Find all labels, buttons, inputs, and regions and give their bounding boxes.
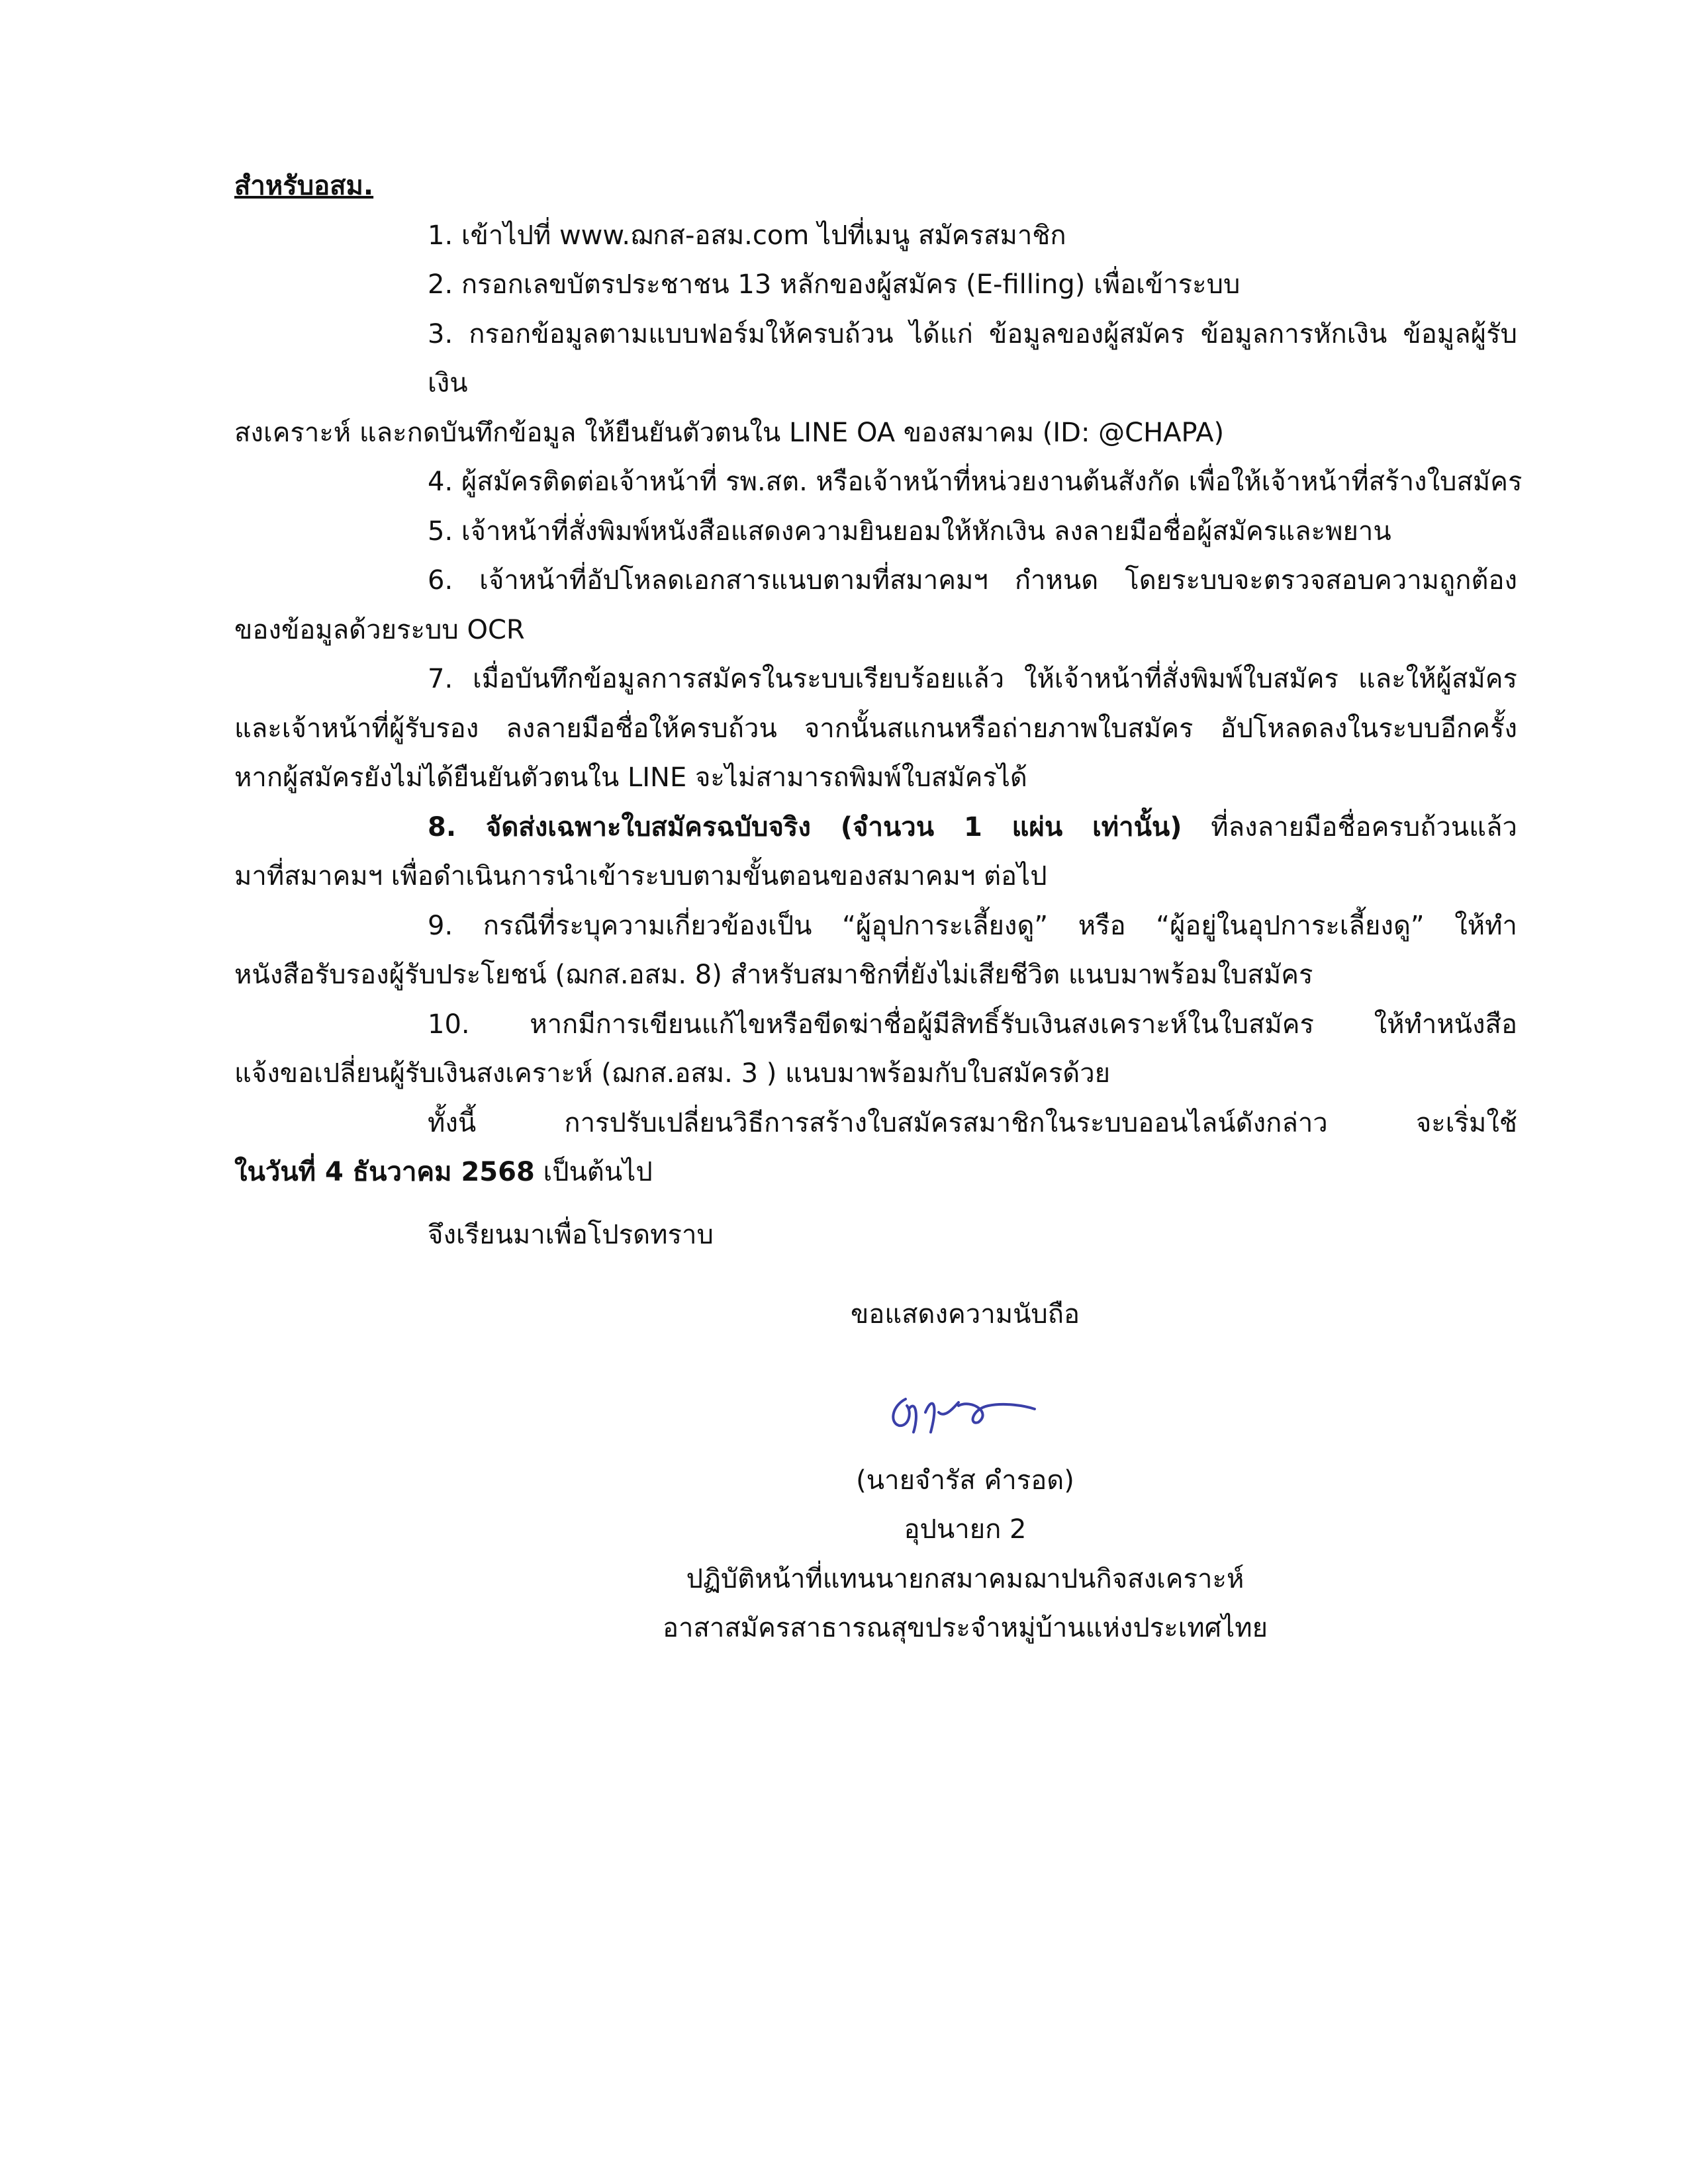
- signature-image: [879, 1386, 1051, 1445]
- step-8-rest: ที่ลงลายมือชื่อครบถ้วนแล้ว: [1182, 811, 1517, 842]
- step-10-line-2: แจ้งขอเปลี่ยนผู้รับเงินสงเคราะห์ (ฌกส.อสม. 3 ) แนบมาพร้อมกับใบสมัครด้วย: [234, 1058, 1111, 1089]
- signature-area: [234, 1386, 1688, 1452]
- effective-date: ในวันที่ 4 ธันวาคม 2568: [234, 1157, 535, 1187]
- step-8-line-1: [234, 803, 1517, 852]
- step-6-line-1: 6. เจ้าหน้าที่อัปโหลดเอกสารแนบตามที่สมาคมฯ กำหนด โดยระบบจะตรวจสอบความถูกต้อง: [428, 565, 1517, 596]
- step-5: 5. เจ้าหน้าที่สั่งพิมพ์หนังสือแสดงความยินยอมให้หักเงิน ลงลายมือชื่อผู้สมัครและพยาน: [428, 516, 1391, 547]
- closing-line: จึงเรียนมาเพื่อโปรดทราบ: [428, 1219, 714, 1250]
- effective-line-1: ทั้งนี้ การปรับเปลี่ยนวิธีการสร้างใบสมัครสมาชิกในระบบออนไลน์ดังกล่าว จะเริ่มใช้: [428, 1107, 1517, 1138]
- section-heading: สำหรับอสม.: [234, 171, 374, 201]
- step-1: 1. เข้าไปที่ www.ฌกส-อสม.com ไปที่เมนู สมัครสมาชิก: [428, 220, 1066, 251]
- signer-organization: อาสาสมัครสาธารณสุขประจำหมู่บ้านแห่งประเทศไทย: [662, 1613, 1268, 1643]
- step-9-line-1: 9. กรณีที่ระบุความเกี่ยวข้องเป็น “ผู้อุปการะเลี้ยงดู” หรือ “ผู้อยู่ในอุปการะเลี้ยงดู” ให้ทำ: [428, 910, 1517, 941]
- step-9-line-2: หนังสือรับรองผู้รับประโยชน์ (ฌกส.อสม. 8) สำหรับสมาชิกที่ยังไม่เสียชีวิต แนบมาพร้อมใบสมัคร: [234, 960, 1313, 990]
- step-8-emphasis: 8. จัดส่งเฉพาะใบสมัครฉบับจริง (จำนวน 1 แผ่น เท่านั้น): [428, 811, 1182, 842]
- step-6-line-2: ของข้อมูลด้วยระบบ OCR: [234, 614, 525, 645]
- step-2: 2. กรอกเลขบัตรประชาชน 13 หลักของผู้สมัคร (E-filling) เพื่อเข้าระบบ: [428, 269, 1241, 300]
- step-10-line-1: 10. หากมีการเขียนแก้ไขหรือขีดฆ่าชื่อผู้มีสิทธิ์รับเงินสงเคราะห์ในใบสมัคร ให้ทำหนังสือ: [428, 1009, 1517, 1040]
- signer-position: อุปนายก 2: [904, 1514, 1027, 1545]
- step-8-line-2: มาที่สมาคมฯ เพื่อดำเนินการนำเข้าระบบตามขั้นตอนของสมาคมฯ ต่อไป: [234, 861, 1047, 891]
- step-7-line-3: หากผู้สมัครยังไม่ได้ยืนยันตัวตนใน LINE จะไม่สามารถพิมพ์ใบสมัครได้: [234, 762, 1027, 793]
- letter-body: [234, 161, 1523, 1197]
- effective-rest: เป็นต้นไป: [534, 1157, 653, 1187]
- step-7-line-2: และเจ้าหน้าที่ผู้รับรอง ลงลายมือชื่อให้ครบถ้วน จากนั้นสแกนหรือถ่ายภาพใบสมัคร อัปโหลดลงในระบบอีกครั้ง: [234, 713, 1517, 744]
- step-3-line-2: สงเคราะห์ และกดบันทึกข้อมูล ให้ยืนยันตัวตนใน LINE OA ของสมาคม (ID: @CHAPA): [234, 417, 1225, 448]
- regards: ขอแสดงความนับถือ: [850, 1299, 1080, 1330]
- signer-name: (นายจำรัส คำรอด): [856, 1465, 1074, 1496]
- step-4: 4. ผู้สมัครติดต่อเจ้าหน้าที่ รพ.สต. หรือเจ้าหน้าที่หน่วยงานต้นสังกัด เพื่อให้เจ้าหน้าที่สร้างใบสมัคร: [428, 467, 1523, 497]
- step-3-line-1: 3. กรอกข้อมูลตามแบบฟอร์มให้ครบถ้วน ได้แก่ ข้อมูลของผู้สมัคร ข้อมูลการหักเงิน ข้อมูลผู้รับเงิน: [428, 318, 1517, 398]
- effective-line-2: [234, 1148, 1517, 1197]
- step-7-line-1: 7. เมื่อบันทึกข้อมูลการสมัครในระบบเรียบร้อยแล้ว ให้เจ้าหน้าที่สั่งพิมพ์ใบสมัคร และให้ผู้สมัคร: [428, 664, 1517, 694]
- signer-acting-role: ปฏิบัติหน้าที่แทนนายกสมาคมฌาปนกิจสงเคราะห์: [686, 1563, 1244, 1594]
- letter-page: [234, 161, 1523, 1653]
